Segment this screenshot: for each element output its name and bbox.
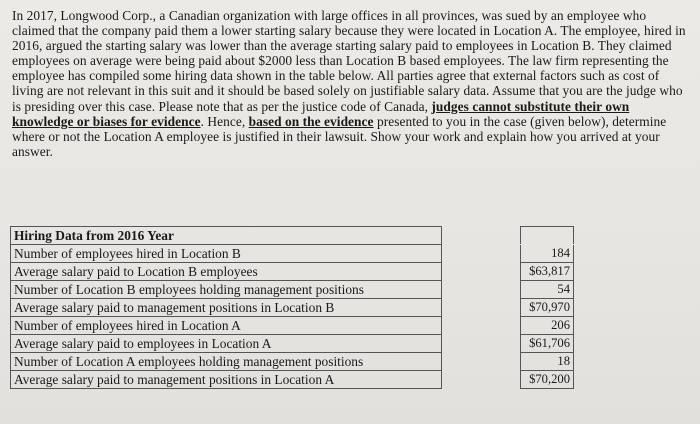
row-value: $70,970 [521,299,574,317]
table-row [11,335,574,353]
row-label: Number of employees hired in Location B [11,245,442,263]
row-label: Number of Location A employees holding management positions [11,353,442,371]
table-row [11,371,574,389]
table-header-row [11,227,574,245]
hiring-data-table [10,226,574,389]
table-row [11,299,574,317]
row-value: $61,706 [521,335,574,353]
table-title: Hiring Data from 2016 Year [11,227,442,245]
row-label: Average salary paid to management positions in Location A [11,371,442,389]
table-row [11,263,574,281]
question-end: presented to you in the case (given below), determine where or not the Location A employee is justified in their lawsuit. Show your work and explain how you arrived at your answer. [12,113,667,159]
table-row [11,353,574,371]
emphasis-evidence: based on the evidence [248,113,374,129]
row-label: Number of employees hired in Location A [11,317,442,335]
table-row [11,281,574,299]
question-mid: . Hence, [200,113,246,129]
row-value: $63,817 [521,263,574,281]
row-value: 206 [521,317,574,335]
question-text [12,8,692,159]
row-value: 54 [521,281,574,299]
row-value: $70,200 [521,371,574,389]
row-label: Average salary paid to management positions in Location B [11,299,442,317]
emphasis-judges: judges cannot substitute their own knowledge or biases for evidence [12,98,630,129]
row-value: 184 [521,245,574,263]
row-label: Average salary paid to employees in Location A [11,335,442,353]
row-label: Number of Location B employees holding management positions [11,281,442,299]
table-row [11,317,574,335]
table-row [11,245,574,263]
row-label: Average salary paid to Location B employees [11,263,442,281]
question-intro: In 2017, Longwood Corp., a Canadian organization with large offices in all provinces, was sued by an employee who claimed that the company paid them a lower starting salary because they were located in Location A. The employee, hired in 2016, argued the starting salary was lower than the average starting salary paid to employees in Location B. They claimed employees on average were being paid about $2000 less than Location B based employees. The law firm representing the employee has compiled some hiring data shown in the table below. All parties agree that external factors such as cost of living are not relevant in this suit and it should be based solely on justifiable salary data. Assume that you are the judge who is presiding over this case. Please note that as per the justice code of Canada, [12,8,686,114]
row-value: 18 [521,353,574,371]
